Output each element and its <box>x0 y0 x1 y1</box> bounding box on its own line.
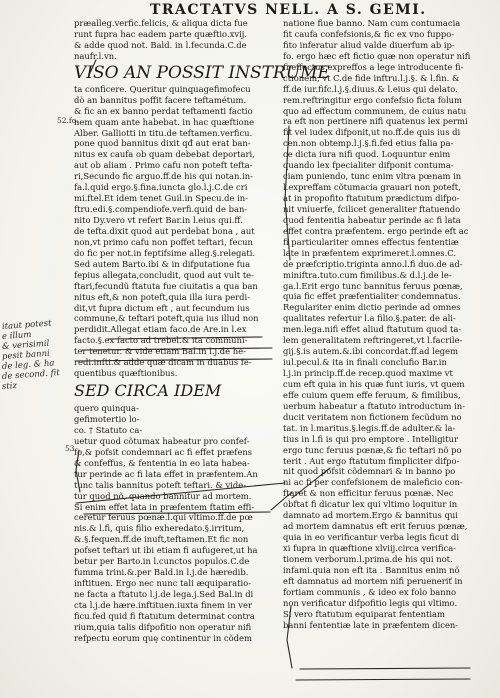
left-column-line: de tefta.dixit quod aut perdebat bona , aut <box>74 225 255 236</box>
left-column-line: fepius allegata,concludit, quod aut vult te- <box>74 269 254 280</box>
left-column-line: naufr.l.vn. <box>74 50 117 61</box>
right-column-line: ducit veritatem non fictionem fecũdum no <box>283 411 462 422</box>
left-text-column <box>74 18 330 644</box>
left-column-line: nitus eft,& non poteft,quia illa iura perdi- <box>74 291 251 302</box>
left-column-line: fumma trini.&.per Bald.in l.j.de hæredib. <box>74 567 249 578</box>
left-column-line: betur per Barto.in l.cunctos populos.C.de <box>74 556 250 567</box>
right-column-line: uerbum habeatur a ftatuto introductum in- <box>283 400 465 411</box>
left-column-line: co. † Statuto ca- <box>74 424 143 435</box>
left-column-line: Si enim effet lata in præfentem ftatim effi- <box>74 501 255 512</box>
right-column-line: de præfcriptio.triginta anno.l.fi duo.de ad- <box>283 258 463 269</box>
left-column-line: do fic per not.in feptifsime alleg.§.relegati. <box>74 247 256 258</box>
right-column-line: men.lega.nifi effet aliud ftatutum quod ta- <box>283 324 462 335</box>
left-column-line: redi.infti.& adde quæ dicam in duabus fe- <box>74 357 252 368</box>
marginal-note-line: pesit banni <box>1 348 51 362</box>
right-column-line: fi particulariter omnes effectus fententiæ <box>283 236 459 247</box>
right-column-line: miniftra.tuto.cum fimilibus.& d.l.j.de le- <box>283 269 452 280</box>
left-column-line: nitus ex caufa ob quam debebat deportari, <box>74 149 255 160</box>
right-column-line: rem.reftringitur ergo confefsio ficta folum <box>283 94 462 105</box>
marginal-note-line: itaut potest <box>1 318 52 332</box>
handwritten-marginal-notes <box>1 318 72 392</box>
folio-number-52: 52.fo. <box>57 116 79 125</box>
marginal-note-line: stiz <box>1 380 18 392</box>
right-column-line: fo. ergo hæc eft fictio quæ non operatur nifi <box>283 50 471 61</box>
marginal-note-line: de second. fit <box>1 367 61 382</box>
right-column-line: quando lex fpecialiter difponit contuma- <box>283 160 454 171</box>
left-column-line: præalleg.verfic.felicis, & aliqua dicta fue <box>74 18 248 28</box>
left-column-line: facto.§.ex facto ad trebel.& ita communi- <box>74 335 248 346</box>
left-column-line: cta l.j.de hære.inftituen.iuxta finem in ver <box>74 599 252 610</box>
left-column-line: ftru.edi.§.compendiofe.verfi.quid de ban- <box>74 204 248 215</box>
right-column-line: non verificatur difpofitio legis qui vltimo. <box>283 597 458 608</box>
right-column-line: l.expreffam cõtumacia grauari non poteft, <box>283 182 461 193</box>
left-column-line: tunc talis bannitus poteft teftari. & vide- <box>74 479 247 490</box>
left-column-line: nem quam ante habebat. in hac quæftione <box>74 116 255 127</box>
right-column-line: infami.quia non eft ita . Bannitus enim nõ <box>283 564 460 575</box>
left-column-line: perdidit.Allegat etiam faco.de Are.in l.ex <box>74 324 247 335</box>
right-column-line: nit quod pofsit cõdemnari & in banno po <box>283 466 456 477</box>
left-column-line: aut ob aliam . Primo cafu non poteft tefta- <box>74 160 253 171</box>
left-column-line: tur quod nõ, quando bannitur ad mortem. <box>74 490 252 501</box>
right-column-line: lem generalitatem reftringeret,vt l.facrile- <box>283 335 463 346</box>
marginal-note-line: de leg. & ha <box>1 358 55 372</box>
left-column-line: pone quod bannitus dixit qđ aut erat ban- <box>74 138 251 149</box>
left-column-line: inftituen. Ergo nec nunc tali æquiparatio- <box>74 578 252 589</box>
left-column-line: dit,vt fupra dictum eft , aut fecundum ius <box>74 302 250 313</box>
left-column-line: ter tenetur. & vide etiam Bal.in l.j.de he- <box>74 346 246 357</box>
right-column-line: tat. in l.maritus.§.legis.ff.de adulter.& la- <box>283 422 456 433</box>
right-column-line: late in præfentem exprimeret.l.omnes.C. <box>283 247 457 258</box>
right-column-line: ciam puniendo, tunc enim vltra pœnam in <box>283 171 462 182</box>
right-column-line: banni fententiæ late in præfentem dicen- <box>283 619 459 630</box>
right-column-line: quo ad effectum communem, de cuius natu <box>283 105 467 116</box>
right-column-line: fi effectus expreffos a lege introducente fi- <box>283 61 464 72</box>
right-column-line: qualitates refertur l.a filio.§.pater. de ali- <box>283 313 456 324</box>
section-heading: SED CIRCA IDEM <box>74 381 222 401</box>
left-column-line: nito Dy.vero vt refert Bar.in l.eius qui.ff. <box>74 215 243 225</box>
right-column-line: ftaret & non efficitur feruus pœnæ. Nec <box>283 488 454 499</box>
right-column-line: quia in eo verificantur verba legis ficut di <box>283 532 460 543</box>
right-column-line: xi fupra in quæftione xlviij.circa verifica- <box>283 543 457 553</box>
right-column-line: fit vel iudex difponit,ut no.ff.de quis ius di <box>283 127 461 138</box>
left-column-line: rium,quia talis difpofitio non operatur nifi <box>74 621 252 632</box>
right-column-line: tionem verborum.l.prima.de his qui not. <box>283 553 453 564</box>
left-column-line: mi.ftel.Et idem tenet Guil.in Specu.de in- <box>74 193 249 204</box>
left-column-line: quentibus quæftionibus. <box>74 368 178 379</box>
left-column-line: commune,& teftari poteft,quia ius illud non <box>74 313 259 324</box>
right-column-line: ad mortem damnatus eft erit feruus pœnæ, <box>283 521 468 532</box>
left-column-line: &.§.fequen.ff.de inuft,teftamen.Et fic non <box>74 534 249 545</box>
right-column-line: damnato ad mortem.Ergo & bannitus qui <box>283 510 458 521</box>
right-column-line: ff.de iur.fifc.l.j.§.diuus.& l.eius qui delato. <box>283 83 458 94</box>
right-column-line: ga.l.Erit ergo tunc bannitus feruus pœnæ, <box>283 280 463 291</box>
left-column-line: fa.l.quid ergo.§.fina.iuncta glo.l.j.C.de cri <box>74 182 248 193</box>
left-column-line: ne facta a ftatuto l.j.de lega.j.Sed Bal.in di <box>74 589 254 599</box>
right-column-line: effe cuium quem effe feruum, & fimilibus, <box>283 389 461 400</box>
left-column-line: & confeffus, & fententia in eo lata habea- <box>74 457 250 468</box>
right-column-line: ergo tunc feruus pœnæ,& fic teftari nõ po <box>283 444 462 455</box>
right-column-line: gij.§.is autem.&.ibi concordat.ff.ad legem <box>283 346 459 357</box>
left-column-line: pofset teftari ut ibi etiam fi aufugeret,ut ha <box>74 545 258 556</box>
right-column-line: fito inferatur aliud valde diuerfum ab ip- <box>283 39 455 50</box>
right-column-line: ce dicta iura nifi quod. Loquuntur enim <box>283 149 451 160</box>
left-column-line: & adde quod not. Bald. in l.fecunda.C.de <box>74 39 247 50</box>
right-column-line: cen.non obtemp.l.j.§.fi.fed etius falia pa- <box>283 138 454 149</box>
right-column-line: natione fiue banno. Nam cum contumacia <box>283 18 461 28</box>
right-column-line: at in propofito ftatutum prædictum difpo- <box>283 193 460 203</box>
left-column-line: dò an bannitus poffit facere teftamétum. <box>74 94 247 105</box>
left-column-line: nis.& l.fi, quis filio exheredato.§.irritum, <box>74 523 245 534</box>
right-column-line: tius in l.fi is qui pro emptore . Intelligitur <box>283 433 458 444</box>
right-column-line: iul.pecul.& ita in finali conclufio Bar.in <box>283 357 447 368</box>
right-column-line: cum eft quia in his quæ funt iuris, vt quem <box>283 378 465 389</box>
left-column-line: runt fupra hac eadem parte quæftio.xvij. <box>74 28 248 39</box>
right-column-line: Si vero ftatutum equiparat fententiam <box>283 608 445 619</box>
right-column-line: quod fententia habeatur perinde ac fi lata <box>283 214 461 225</box>
right-column-line: terit . Aut ergo ftatutum fimpliciter difpo- <box>283 455 460 466</box>
left-column-line: quero quinqua- <box>74 403 139 414</box>
right-text-column <box>283 18 493 631</box>
right-column-line: ctionem, vt C.de fide inftru.l.j.§. & l.fin. & <box>283 72 460 83</box>
left-column-line: non,vt primo cafu non poffet teftari, fecun <box>74 236 253 247</box>
right-column-line: eft damnatus ad mortem nifi perueneriť in <box>283 575 463 586</box>
folio-number-53: 53 <box>65 444 75 453</box>
left-column-line: & fic an ex banno perdat teftamenti factio <box>74 105 253 116</box>
right-column-line: ra eft non pertinere nifi quatenus lex permi <box>283 116 468 127</box>
left-column-line: gefimotertio lo- <box>74 414 140 424</box>
running-head: TRACTATVS NELL. A S. GEMI. <box>150 2 427 18</box>
right-column-line: ni ac fi per confefsionem de maleficio con- <box>283 477 463 488</box>
underline-right-3 <box>296 679 470 680</box>
left-column-line: refpectu eorum quę continentur in cõdem <box>74 632 252 643</box>
right-column-line: Regulariter enim dictio perinde ad omnes <box>283 302 461 313</box>
left-column-line: ftari,fecundũ ftatuta fue ciuitatis a qua ban <box>74 280 258 291</box>
left-column-line: ri,Secundo fic arguo.ff.de his qui notan.in- <box>74 171 254 182</box>
left-column-line: ceretur feruus pœnæ.l.qui vltimo.ff.de pœ <box>74 512 253 523</box>
left-column-line: Alber. Galliotti in titu.de teftamen.verficu. <box>74 127 253 138</box>
right-column-line: fit caufa confefsionis,& fic ex vno fuppo- <box>283 28 455 39</box>
marginal-note-line: e illum <box>1 329 32 342</box>
right-column-line: obftat fi dicatur lex qui vltimo loquitur in <box>283 499 458 510</box>
marginal-note-line: & verisimil <box>1 338 50 352</box>
right-column-line: quia fic effet præfentialiter condemnatus. <box>283 291 461 302</box>
left-column-line: ficu.fed quid fi ftatutum determinat contra <box>74 610 255 621</box>
right-column-line: nit vniuerfe, fcilicet generaliter ftatuendo <box>283 203 461 214</box>
right-column-line: effet contra præfentem. ergo perinde eft ac <box>283 225 469 236</box>
section-heading: VISO AN POSSIT INSTRUME <box>74 62 330 83</box>
left-column-line: Sed autem Barto.ibi & in difputatione fua <box>74 258 251 269</box>
right-column-line: l.j.in princip.ff.de recep.quod maxime vt <box>283 368 453 378</box>
left-column-line: ta conficere. Queritur quinquagefimofecu <box>74 83 251 94</box>
left-column-line: fo,& pofsit condemnari ac fi effet præfens <box>74 446 253 457</box>
left-column-line: tur perinde ac fi lata effet in præfentem.An <box>74 468 258 479</box>
right-column-line: fortiam communis , & ideo ex folo banno <box>283 586 457 597</box>
underline-right-2 <box>300 668 470 669</box>
left-column-line: uetur quod cõtumax habeatur pro confef- <box>74 435 250 446</box>
